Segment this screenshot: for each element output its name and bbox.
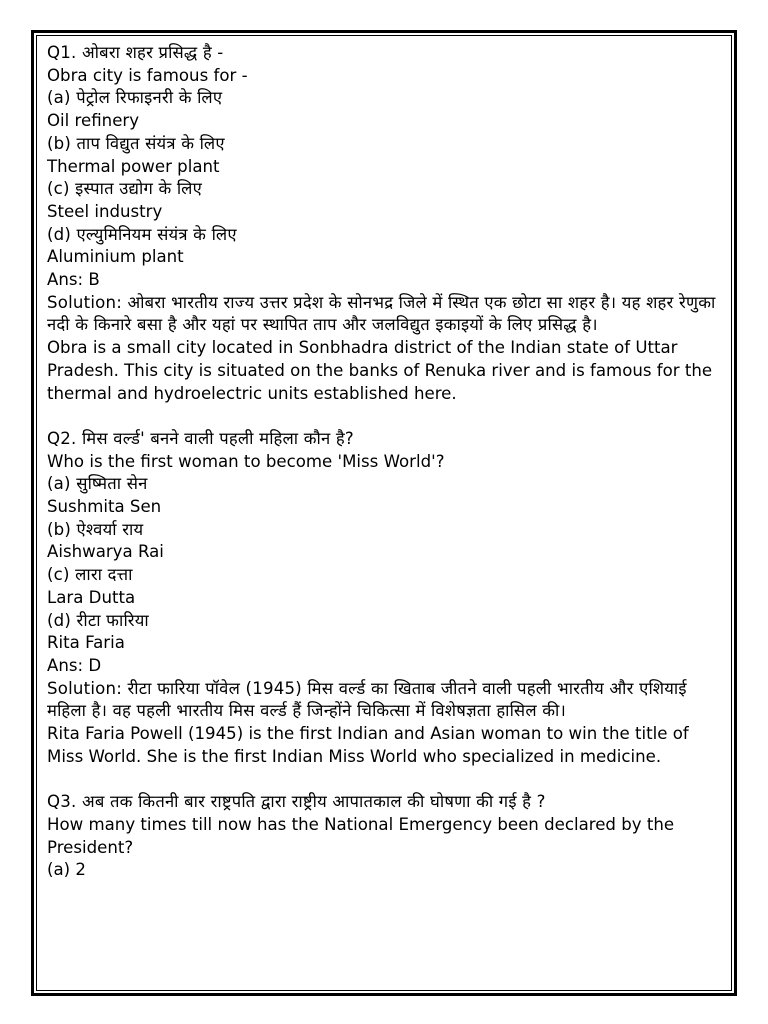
option-d-hindi: (d) एल्युमिनियम संयंत्र के लिए <box>47 224 237 244</box>
question-3 <box>47 791 723 882</box>
option-c-hindi: (c) इस्पात उद्योग के लिए <box>47 179 203 199</box>
question-hindi: Q2. मिस वर्ल्ड' बनने वाली पहली महिला कौन है? <box>47 428 354 448</box>
option-d-hindi: (d) रीटा फारिया <box>47 610 149 630</box>
question-hindi: Q1. ओबरा शहर प्रसिद्ध है - <box>47 43 224 62</box>
solution-hindi: Solution: रीटा फारिया पॉवेल (1945) मिस वर्ल्ड का खिताब जीतने वाली पहली भारतीय और एशियाई महिला है। वह पहली भारतीय मिस वर्ल्ड हैं जिन्होंने चिकित्सा में विशेषज्ञता हासिल की। <box>47 678 687 721</box>
question-hindi: Q3. अब तक कितनी बार राष्ट्रपति द्वारा राष्ट्रीय आपातकाल की घोषणा की गई है ? <box>47 792 546 812</box>
option-a-english: Sushmita Sen <box>47 497 162 517</box>
option-c-hindi: (c) लारा दत्ता <box>47 565 133 585</box>
answer: Ans: D <box>47 655 102 675</box>
spacer <box>47 768 723 791</box>
question-english: How many times till now has the National Emergency been declared by the President? <box>47 814 675 857</box>
option-a-hindi: (a) सुष्मिता सेन <box>47 474 148 494</box>
question-english: Who is the first woman to become 'Miss World'? <box>47 451 445 471</box>
question-content <box>47 42 723 882</box>
question-english: Obra city is famous for - <box>47 65 248 85</box>
option-c-english: Lara Dutta <box>47 587 136 607</box>
solution-hindi: Solution: ओबरा भारतीय राज्य उत्तर प्रदेश के सोनभद्र जिले में स्थित एक छोटा सा शहर है। यह शहर रेणुका नदी के किनारे बसा है और यहां पर स्थापित ताप और जलविद्युत इकाइयों के लिए प्रसिद्ध है। <box>47 292 716 335</box>
option-a-hindi: (a) पेट्रोल रिफाइनरी के लिए <box>47 88 223 108</box>
option-c-english: Steel industry <box>47 201 163 221</box>
option-b-english: Aishwarya Rai <box>47 542 164 562</box>
option-b-hindi: (b) ऐश्वर्या राय <box>47 519 144 539</box>
option-b-english: Thermal power plant <box>47 156 220 176</box>
option-b-hindi: (b) ताप विद्युत संयंत्र के लिए <box>47 133 225 153</box>
page-border-inner <box>36 35 732 991</box>
option-d-english: Rita Faria <box>47 633 125 653</box>
option-a-english: Oil refinery <box>47 111 140 131</box>
spacer <box>47 405 723 428</box>
answer: Ans: B <box>47 270 100 290</box>
option-d-english: Aluminium plant <box>47 247 184 267</box>
solution-english: Rita Faria Powell (1945) is the first Indian and Asian woman to win the title of Miss World. She is the first Indian Miss World who specialized in medicine. <box>47 724 689 766</box>
option-a: (a) 2 <box>47 860 86 880</box>
question-2 <box>47 428 723 769</box>
solution-english: Obra is a small city located in Sonbhadra district of the Indian state of Uttar Pradesh. This city is situated on the banks of Renuka river and is famous for the thermal and hydroelectric units established here. <box>47 338 713 403</box>
question-1 <box>47 42 723 405</box>
